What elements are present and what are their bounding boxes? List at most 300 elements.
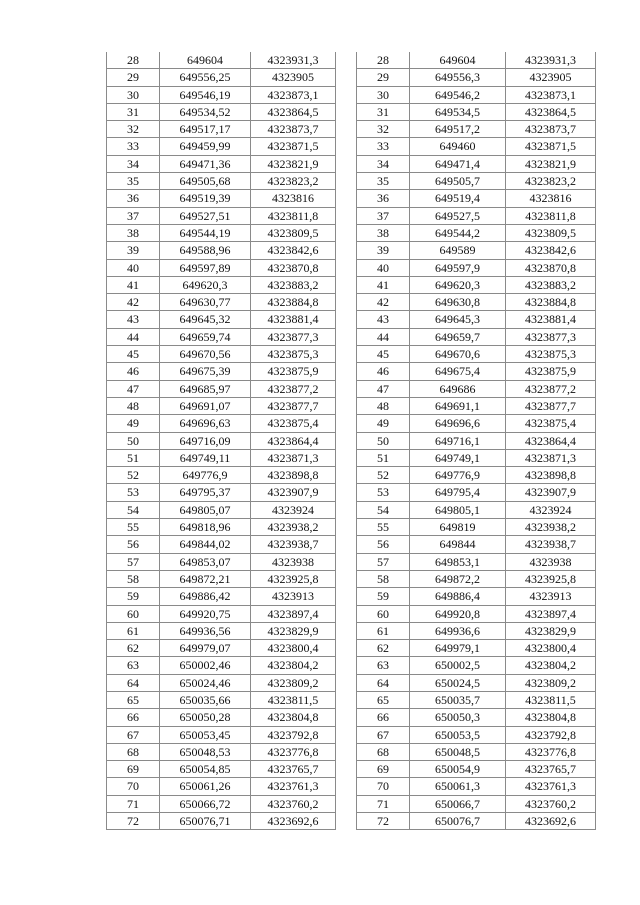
table-row	[107, 52, 336, 69]
table-row	[357, 553, 596, 570]
table-row	[107, 484, 336, 501]
point-number-cell: 71	[357, 795, 410, 812]
y-coordinate-cell: 4323800,4	[506, 640, 596, 657]
point-number-cell: 46	[357, 363, 410, 380]
y-coordinate-cell: 4323884,8	[506, 294, 596, 311]
table-row	[107, 588, 336, 605]
point-number-cell: 32	[107, 121, 160, 138]
table-row	[357, 242, 596, 259]
table-row	[357, 397, 596, 414]
table-row	[357, 259, 596, 276]
x-coordinate-cell: 650076,7	[410, 813, 506, 830]
y-coordinate-cell: 4323816	[506, 190, 596, 207]
x-coordinate-cell: 649920,8	[410, 605, 506, 622]
point-number-cell: 38	[357, 224, 410, 241]
y-coordinate-cell: 4323809,5	[506, 224, 596, 241]
table-row	[107, 674, 336, 691]
y-coordinate-cell: 4323905	[251, 69, 336, 86]
point-number-cell: 49	[107, 415, 160, 432]
y-coordinate-cell: 4323692,6	[251, 813, 336, 830]
x-coordinate-cell: 649589	[410, 242, 506, 259]
x-coordinate-cell: 649471,36	[160, 155, 251, 172]
y-coordinate-cell: 4323875,4	[251, 415, 336, 432]
point-number-cell: 64	[357, 674, 410, 691]
point-number-cell: 71	[107, 795, 160, 812]
x-coordinate-cell: 650002,5	[410, 657, 506, 674]
y-coordinate-cell: 4323811,5	[251, 691, 336, 708]
y-coordinate-cell: 4323873,1	[251, 86, 336, 103]
y-coordinate-cell: 4323907,9	[251, 484, 336, 501]
table-row	[107, 294, 336, 311]
y-coordinate-cell: 4323931,3	[251, 52, 336, 69]
x-coordinate-cell: 649670,56	[160, 346, 251, 363]
y-coordinate-cell: 4323924	[506, 501, 596, 518]
y-coordinate-cell: 4323761,3	[251, 778, 336, 795]
point-number-cell: 72	[107, 813, 160, 830]
point-number-cell: 51	[107, 449, 160, 466]
y-coordinate-cell: 4323938,2	[251, 519, 336, 536]
y-coordinate-cell: 4323811,5	[506, 691, 596, 708]
table-row	[357, 467, 596, 484]
y-coordinate-cell: 4323873,1	[506, 86, 596, 103]
x-coordinate-cell: 649604	[160, 52, 251, 69]
point-number-cell: 56	[357, 536, 410, 553]
y-coordinate-cell: 4323875,3	[506, 346, 596, 363]
x-coordinate-cell: 649872,2	[410, 570, 506, 587]
table-row	[107, 570, 336, 587]
point-number-cell: 47	[107, 380, 160, 397]
y-coordinate-cell: 4323864,4	[251, 432, 336, 449]
table-row	[357, 415, 596, 432]
point-number-cell: 50	[357, 432, 410, 449]
y-coordinate-cell: 4323821,9	[506, 155, 596, 172]
table-row	[357, 813, 596, 830]
table-row	[107, 259, 336, 276]
table-row	[107, 813, 336, 830]
y-coordinate-cell: 4323938	[506, 553, 596, 570]
point-number-cell: 45	[107, 346, 160, 363]
table-row	[357, 761, 596, 778]
point-number-cell: 35	[357, 173, 410, 190]
y-coordinate-cell: 4323804,8	[251, 709, 336, 726]
x-coordinate-cell: 650054,9	[410, 761, 506, 778]
x-coordinate-cell: 649556,3	[410, 69, 506, 86]
x-coordinate-cell: 649588,96	[160, 242, 251, 259]
point-number-cell: 37	[107, 207, 160, 224]
y-coordinate-cell: 4323881,4	[506, 311, 596, 328]
x-coordinate-cell: 649853,1	[410, 553, 506, 570]
y-coordinate-cell: 4323884,8	[251, 294, 336, 311]
x-coordinate-cell: 649685,97	[160, 380, 251, 397]
x-coordinate-cell: 649716,09	[160, 432, 251, 449]
y-coordinate-cell: 4323823,2	[251, 173, 336, 190]
x-coordinate-cell: 649776,9	[160, 467, 251, 484]
table-row	[107, 657, 336, 674]
table-row	[107, 276, 336, 293]
table-row	[107, 224, 336, 241]
y-coordinate-cell: 4323811,8	[506, 207, 596, 224]
point-number-cell: 68	[357, 743, 410, 760]
y-coordinate-cell: 4323871,5	[251, 138, 336, 155]
y-coordinate-cell: 4323800,4	[251, 640, 336, 657]
table-row	[357, 691, 596, 708]
y-coordinate-cell: 4323873,7	[506, 121, 596, 138]
x-coordinate-cell: 649872,21	[160, 570, 251, 587]
x-coordinate-cell: 649519,4	[410, 190, 506, 207]
y-coordinate-cell: 4323792,8	[251, 726, 336, 743]
y-coordinate-cell: 4323829,9	[251, 622, 336, 639]
point-number-cell: 39	[357, 242, 410, 259]
point-number-cell: 70	[107, 778, 160, 795]
x-coordinate-cell: 649805,1	[410, 501, 506, 518]
table-row	[357, 346, 596, 363]
point-number-cell: 63	[357, 657, 410, 674]
table-row	[107, 173, 336, 190]
table-row	[357, 103, 596, 120]
x-coordinate-cell: 649691,1	[410, 397, 506, 414]
y-coordinate-cell: 4323761,3	[506, 778, 596, 795]
point-number-cell: 64	[107, 674, 160, 691]
table-row	[357, 190, 596, 207]
y-coordinate-cell: 4323809,2	[251, 674, 336, 691]
y-coordinate-cell: 4323875,9	[251, 363, 336, 380]
point-number-cell: 54	[357, 501, 410, 518]
table-row	[357, 726, 596, 743]
table-row	[357, 709, 596, 726]
table-row	[107, 138, 336, 155]
x-coordinate-cell: 650076,71	[160, 813, 251, 830]
x-coordinate-cell: 649544,19	[160, 224, 251, 241]
point-number-cell: 65	[357, 691, 410, 708]
point-number-cell: 52	[107, 467, 160, 484]
x-coordinate-cell: 649675,39	[160, 363, 251, 380]
x-coordinate-cell: 649534,52	[160, 103, 251, 120]
point-number-cell: 48	[107, 397, 160, 414]
table-row	[357, 86, 596, 103]
y-coordinate-cell: 4323877,7	[251, 397, 336, 414]
table-row	[357, 536, 596, 553]
x-coordinate-cell: 649527,5	[410, 207, 506, 224]
table-row	[357, 432, 596, 449]
table-row	[107, 155, 336, 172]
x-coordinate-cell: 650024,46	[160, 674, 251, 691]
x-coordinate-cell: 650053,5	[410, 726, 506, 743]
x-coordinate-cell: 649460	[410, 138, 506, 155]
point-number-cell: 43	[107, 311, 160, 328]
table-row	[357, 605, 596, 622]
table-row	[107, 449, 336, 466]
x-coordinate-cell: 649556,25	[160, 69, 251, 86]
point-number-cell: 42	[107, 294, 160, 311]
table-row	[357, 311, 596, 328]
table-row	[357, 52, 596, 69]
table-row	[357, 380, 596, 397]
table-row	[107, 726, 336, 743]
table-row	[357, 155, 596, 172]
x-coordinate-cell: 649853,07	[160, 553, 251, 570]
x-coordinate-cell: 650066,7	[410, 795, 506, 812]
y-coordinate-cell: 4323842,6	[251, 242, 336, 259]
point-number-cell: 49	[357, 415, 410, 432]
x-coordinate-cell: 649519,39	[160, 190, 251, 207]
x-coordinate-cell: 649505,68	[160, 173, 251, 190]
point-number-cell: 61	[107, 622, 160, 639]
point-number-cell: 32	[357, 121, 410, 138]
point-number-cell: 46	[107, 363, 160, 380]
y-coordinate-cell: 4323875,4	[506, 415, 596, 432]
point-number-cell: 39	[107, 242, 160, 259]
table-row	[357, 588, 596, 605]
y-coordinate-cell: 4323804,2	[506, 657, 596, 674]
y-coordinate-cell: 4323871,3	[506, 449, 596, 466]
point-number-cell: 54	[107, 501, 160, 518]
point-number-cell: 47	[357, 380, 410, 397]
table-row	[107, 190, 336, 207]
point-number-cell: 67	[107, 726, 160, 743]
y-coordinate-cell: 4323760,2	[251, 795, 336, 812]
table-row	[357, 207, 596, 224]
y-coordinate-cell: 4323938	[251, 553, 336, 570]
point-number-cell: 48	[357, 397, 410, 414]
x-coordinate-cell: 649546,19	[160, 86, 251, 103]
point-number-cell: 58	[107, 570, 160, 587]
table-row	[357, 674, 596, 691]
table-row	[107, 743, 336, 760]
x-coordinate-cell: 649620,3	[410, 276, 506, 293]
table-row	[357, 519, 596, 536]
point-number-cell: 29	[357, 69, 410, 86]
point-number-cell: 56	[107, 536, 160, 553]
table-row	[357, 328, 596, 345]
table-row	[107, 640, 336, 657]
point-number-cell: 50	[107, 432, 160, 449]
y-coordinate-cell: 4323809,5	[251, 224, 336, 241]
x-coordinate-cell: 649670,6	[410, 346, 506, 363]
point-number-cell: 67	[357, 726, 410, 743]
point-number-cell: 58	[357, 570, 410, 587]
point-number-cell: 45	[357, 346, 410, 363]
point-number-cell: 34	[107, 155, 160, 172]
y-coordinate-cell: 4323925,8	[506, 570, 596, 587]
x-coordinate-cell: 650066,72	[160, 795, 251, 812]
point-number-cell: 57	[357, 553, 410, 570]
table-row	[357, 121, 596, 138]
table-row	[357, 449, 596, 466]
x-coordinate-cell: 649844,02	[160, 536, 251, 553]
y-coordinate-cell: 4323881,4	[251, 311, 336, 328]
point-number-cell: 66	[107, 709, 160, 726]
table-row	[107, 605, 336, 622]
point-number-cell: 36	[357, 190, 410, 207]
x-coordinate-cell: 649844	[410, 536, 506, 553]
x-coordinate-cell: 650053,45	[160, 726, 251, 743]
x-coordinate-cell: 649517,17	[160, 121, 251, 138]
point-number-cell: 57	[107, 553, 160, 570]
y-coordinate-cell: 4323913	[251, 588, 336, 605]
point-number-cell: 53	[357, 484, 410, 501]
point-number-cell: 60	[107, 605, 160, 622]
y-coordinate-cell: 4323877,2	[251, 380, 336, 397]
y-coordinate-cell: 4323864,5	[506, 103, 596, 120]
x-coordinate-cell: 649691,07	[160, 397, 251, 414]
y-coordinate-cell: 4323883,2	[251, 276, 336, 293]
point-number-cell: 65	[107, 691, 160, 708]
x-coordinate-cell: 649675,4	[410, 363, 506, 380]
table-row	[357, 657, 596, 674]
x-coordinate-cell: 649716,1	[410, 432, 506, 449]
table-row	[107, 501, 336, 518]
table-row	[107, 691, 336, 708]
table-row	[357, 173, 596, 190]
table-row	[107, 69, 336, 86]
table-row	[107, 415, 336, 432]
x-coordinate-cell: 649630,77	[160, 294, 251, 311]
point-number-cell: 31	[107, 103, 160, 120]
point-number-cell: 69	[357, 761, 410, 778]
y-coordinate-cell: 4323842,6	[506, 242, 596, 259]
x-coordinate-cell: 649749,1	[410, 449, 506, 466]
y-coordinate-cell: 4323692,6	[506, 813, 596, 830]
point-number-cell: 30	[107, 86, 160, 103]
point-number-cell: 43	[357, 311, 410, 328]
x-coordinate-cell: 649659,74	[160, 328, 251, 345]
table-row	[107, 380, 336, 397]
x-coordinate-cell: 650035,7	[410, 691, 506, 708]
point-number-cell: 31	[357, 103, 410, 120]
y-coordinate-cell: 4323829,9	[506, 622, 596, 639]
point-number-cell: 68	[107, 743, 160, 760]
point-number-cell: 55	[107, 519, 160, 536]
x-coordinate-cell: 650061,26	[160, 778, 251, 795]
y-coordinate-cell: 4323877,3	[251, 328, 336, 345]
x-coordinate-cell: 649645,3	[410, 311, 506, 328]
table-row	[357, 294, 596, 311]
x-coordinate-cell: 650061,3	[410, 778, 506, 795]
table-row	[107, 397, 336, 414]
x-coordinate-cell: 650050,3	[410, 709, 506, 726]
point-number-cell: 72	[357, 813, 410, 830]
point-number-cell: 51	[357, 449, 410, 466]
y-coordinate-cell: 4323760,2	[506, 795, 596, 812]
x-coordinate-cell: 649620,3	[160, 276, 251, 293]
coordinates-table-left	[106, 52, 336, 830]
table-row	[357, 622, 596, 639]
point-number-cell: 36	[107, 190, 160, 207]
y-coordinate-cell: 4323870,8	[251, 259, 336, 276]
y-coordinate-cell: 4323816	[251, 190, 336, 207]
point-number-cell: 53	[107, 484, 160, 501]
x-coordinate-cell: 649886,4	[410, 588, 506, 605]
x-coordinate-cell: 649795,4	[410, 484, 506, 501]
x-coordinate-cell: 649604	[410, 52, 506, 69]
table-row	[107, 553, 336, 570]
point-number-cell: 29	[107, 69, 160, 86]
y-coordinate-cell: 4323905	[506, 69, 596, 86]
x-coordinate-cell: 649749,11	[160, 449, 251, 466]
y-coordinate-cell: 4323776,8	[506, 743, 596, 760]
point-number-cell: 38	[107, 224, 160, 241]
x-coordinate-cell: 649546,2	[410, 86, 506, 103]
y-coordinate-cell: 4323898,8	[251, 467, 336, 484]
y-coordinate-cell: 4323883,2	[506, 276, 596, 293]
point-number-cell: 60	[357, 605, 410, 622]
y-coordinate-cell: 4323823,2	[506, 173, 596, 190]
y-coordinate-cell: 4323870,8	[506, 259, 596, 276]
point-number-cell: 44	[107, 328, 160, 345]
x-coordinate-cell: 649776,9	[410, 467, 506, 484]
y-coordinate-cell: 4323938,7	[251, 536, 336, 553]
point-number-cell: 41	[107, 276, 160, 293]
point-number-cell: 62	[107, 640, 160, 657]
table-row	[107, 207, 336, 224]
x-coordinate-cell: 649459,99	[160, 138, 251, 155]
point-number-cell: 40	[107, 259, 160, 276]
x-coordinate-cell: 650035,66	[160, 691, 251, 708]
y-coordinate-cell: 4323871,3	[251, 449, 336, 466]
table-row	[357, 363, 596, 380]
table-row	[357, 778, 596, 795]
table-row	[107, 778, 336, 795]
x-coordinate-cell: 649886,42	[160, 588, 251, 605]
point-number-cell: 28	[357, 52, 410, 69]
x-coordinate-cell: 649805,07	[160, 501, 251, 518]
x-coordinate-cell: 649696,6	[410, 415, 506, 432]
y-coordinate-cell: 4323931,3	[506, 52, 596, 69]
point-number-cell: 69	[107, 761, 160, 778]
x-coordinate-cell: 649936,56	[160, 622, 251, 639]
x-coordinate-cell: 649630,8	[410, 294, 506, 311]
table-row	[107, 622, 336, 639]
table-row	[357, 640, 596, 657]
point-number-cell: 42	[357, 294, 410, 311]
table-row	[107, 432, 336, 449]
table-row	[107, 311, 336, 328]
y-coordinate-cell: 4323924	[251, 501, 336, 518]
y-coordinate-cell: 4323765,7	[506, 761, 596, 778]
y-coordinate-cell: 4323792,8	[506, 726, 596, 743]
x-coordinate-cell: 649645,32	[160, 311, 251, 328]
table-row	[107, 519, 336, 536]
x-coordinate-cell: 650024,5	[410, 674, 506, 691]
table-row	[357, 795, 596, 812]
table-row	[357, 69, 596, 86]
table-row	[107, 121, 336, 138]
table-row	[357, 138, 596, 155]
x-coordinate-cell: 649544,2	[410, 224, 506, 241]
y-coordinate-cell: 4323875,3	[251, 346, 336, 363]
table-row	[107, 346, 336, 363]
table-row	[357, 224, 596, 241]
y-coordinate-cell: 4323811,8	[251, 207, 336, 224]
y-coordinate-cell: 4323938,7	[506, 536, 596, 553]
x-coordinate-cell: 650002,46	[160, 657, 251, 674]
point-number-cell: 44	[357, 328, 410, 345]
x-coordinate-cell: 649696,63	[160, 415, 251, 432]
x-coordinate-cell: 649659,7	[410, 328, 506, 345]
y-coordinate-cell: 4323776,8	[251, 743, 336, 760]
table-row	[357, 570, 596, 587]
point-number-cell: 40	[357, 259, 410, 276]
x-coordinate-cell: 649819	[410, 519, 506, 536]
x-coordinate-cell: 650050,28	[160, 709, 251, 726]
point-number-cell: 41	[357, 276, 410, 293]
table-row	[107, 467, 336, 484]
table-row	[107, 761, 336, 778]
point-number-cell: 66	[357, 709, 410, 726]
point-number-cell: 28	[107, 52, 160, 69]
y-coordinate-cell: 4323871,5	[506, 138, 596, 155]
point-number-cell: 34	[357, 155, 410, 172]
